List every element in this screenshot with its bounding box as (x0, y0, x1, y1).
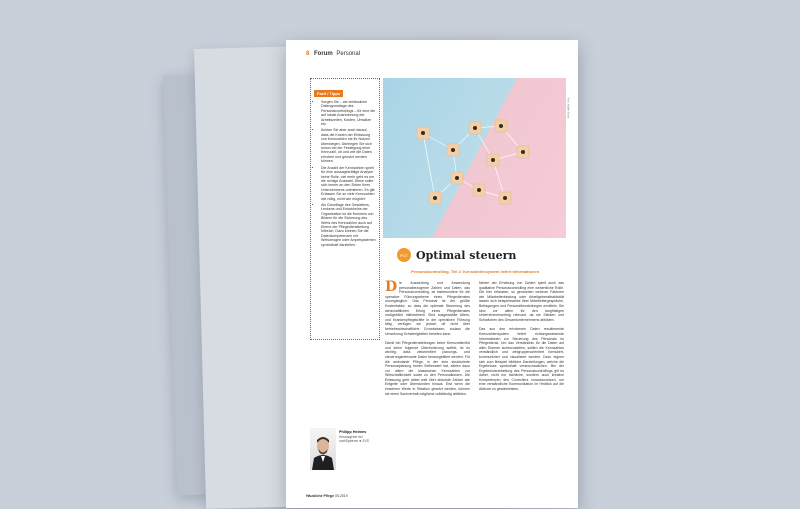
facts-item: • Die Anzahl der Kennzahlen spielt für eine aussagekräftige Analyse keine Rolle, viel mehr geht es um die richtige Auswahl. Diese sollte sich immer an den Zielen Ihres Unternehmens orientieren. Es gilt: Erfassen Sie so viele Kennzahlen wie nötig, nicht wie möglich! (321, 166, 376, 201)
facts-item: • Sorgen Sie – als verlässliche Datengrundlage des Personalcontrollings – für eine die auf lokale Ausrechnung der Arbeitszeiten, Kosten, Umsätze etc. (321, 100, 376, 126)
page-number: 8 (306, 51, 310, 57)
facts-box (310, 78, 380, 340)
facts-tag: Fazit / Tipps (314, 90, 343, 97)
author-name: Philipp Heimes (339, 430, 367, 434)
paragraph: Damit bei Pflegedienstleitungen keine Kennzahlenflut und keine folgende Überforderung auftritt, ist es wichtig, dass zielorientiert planungs- und steuerungsrelevante Daten herausgefiltert werden. Für die ambulante Pflege, in der eine strukturierte Personalplanung hohen Stellenwert hat, zählen dazu vor allem die klassischen Kennzahlen zur Wirtschaftlichkeit sowie zu den Personalkosten. Die Erfassung geht dabei weit über absolute Zahlen wie Entgelte oder Überstunden hinaus. Erst wenn die einzelnen Werte in Relation gesetzt werden, können sie einen Sachverhalt möglichst vollständig abbilden. (385, 341, 470, 396)
page-footer (306, 494, 348, 498)
issue-number: 05.2019 (335, 494, 348, 498)
paragraph-text: ie Auswertung und Anwendung personalbezogener Zahlen und Daten, das Personalcontrolling, ist insbesondere für die operative Führungsebene eines Pflegedienstes unumgänglich. Das Personal ist der größte Kostenfaktor, so dass die optimale Steuerung des wirtschaftlichen Erfolg eines Pflegedienstes maßgeblich mitbestimmt. Sind ausgewählte Alters- und Krankenpflegekräfte in der operativen Führung tätig, verfügen sie jedoch oft nicht über betriebswirtschaftliche Grundwissen, sodass die Umsetzung Schwierigkeiten bereiten kann. (385, 281, 470, 336)
journal-name: Häusliche Pflege (306, 494, 335, 498)
article-column-1 (385, 281, 470, 401)
paragraph (385, 281, 470, 336)
author-role: Herausgeber bei contiSystems ❖ EXS (339, 435, 369, 443)
article-subtitle: Personalcontrolling, Teil 2: Kennzahlensystem liefert Informationen (411, 269, 540, 274)
article-title: Optimal steuern (416, 248, 517, 262)
paragraph: Neben der Erhebung von Zahlen spielt auch das qualitative Personalcontrolling eine wesentliche Rolle. Die hier erfassten, so genannten weichen Faktoren wie Mitarbeiterbindung oder Arbeitgeberattraktivität lassen sich beispielsweise über Mitarbeitergespräche, Befragungen und Personalbeurteilungen ermitteln. Sie sind vor allem für den langfristigen Unternehmenserfolg relevant, da sie Stärken und Schwächen des Gesamtunternehmens abbilden. (479, 281, 564, 322)
facts-item: • Achten Sie aber auch darauf, dass die Kosten der Erfassung von Kennzahlen nie ihr Nutzen überwiegen. Überlegen Sie sich schon bei der Festlegung einer Kennzahl, ob und wie die Daten erhoben und genutzt werden können. (321, 128, 376, 163)
facts-item: • Als Grundlage des Gestaltens, Lenkens und Entwickelns der Organisation ist die Kenntnis von Bildern für die Sicherung des Werts des Kennzahlen auch auf Ebene der Pflegedienstleitung hilfreich. Dazu können Sie die Datenkompetenzen mit Werkzeugen oder Ampelsystemen symbolhaft darstellen. (321, 203, 376, 247)
section-name: Forum (314, 51, 333, 57)
facts-list (314, 100, 376, 247)
drop-cap: D (385, 279, 398, 295)
author-portrait-icon (310, 428, 336, 470)
magazine-page (286, 40, 578, 508)
hero-image (383, 78, 569, 238)
article-column-2 (479, 281, 564, 397)
article-badge-icon: PCT (397, 248, 411, 262)
article-title-row (397, 247, 516, 263)
network-cubes-illustration (383, 78, 566, 238)
subsection-name: Personal (336, 51, 361, 57)
page-header (306, 51, 360, 57)
paragraph: Das aus den erhobenen Daten resultierende Kennzahlensystem liefert richtungsweisende Informationen zur Steuerung des Personals im Pflegedienst. Um das Verständnis für die Daten auf allen Ebenen sicherzustellen, sollten die Kennzahlen verständlich und zielgruppenorientiert formuliert, kommuniziert und visualisiert werden. Dazu eignen sich zum Beispiel bildliche Darstellungen, welche die Ergebnisse symbolhaft veranschaulichen. Bei der Ergebnisverarbeitung des Personalcontrollings gilt es daher, nicht nur fachliche, sondern auch kreative Kompetenzen des Controllers vorauszusetzen, um eine verständliche Kommunikation im Hinblick auf die Akteure zu gewährleisten. (479, 327, 564, 392)
author-box (310, 428, 380, 488)
author-photo (310, 428, 336, 470)
photo-credit: Foto: Adobe Stock (566, 97, 569, 118)
